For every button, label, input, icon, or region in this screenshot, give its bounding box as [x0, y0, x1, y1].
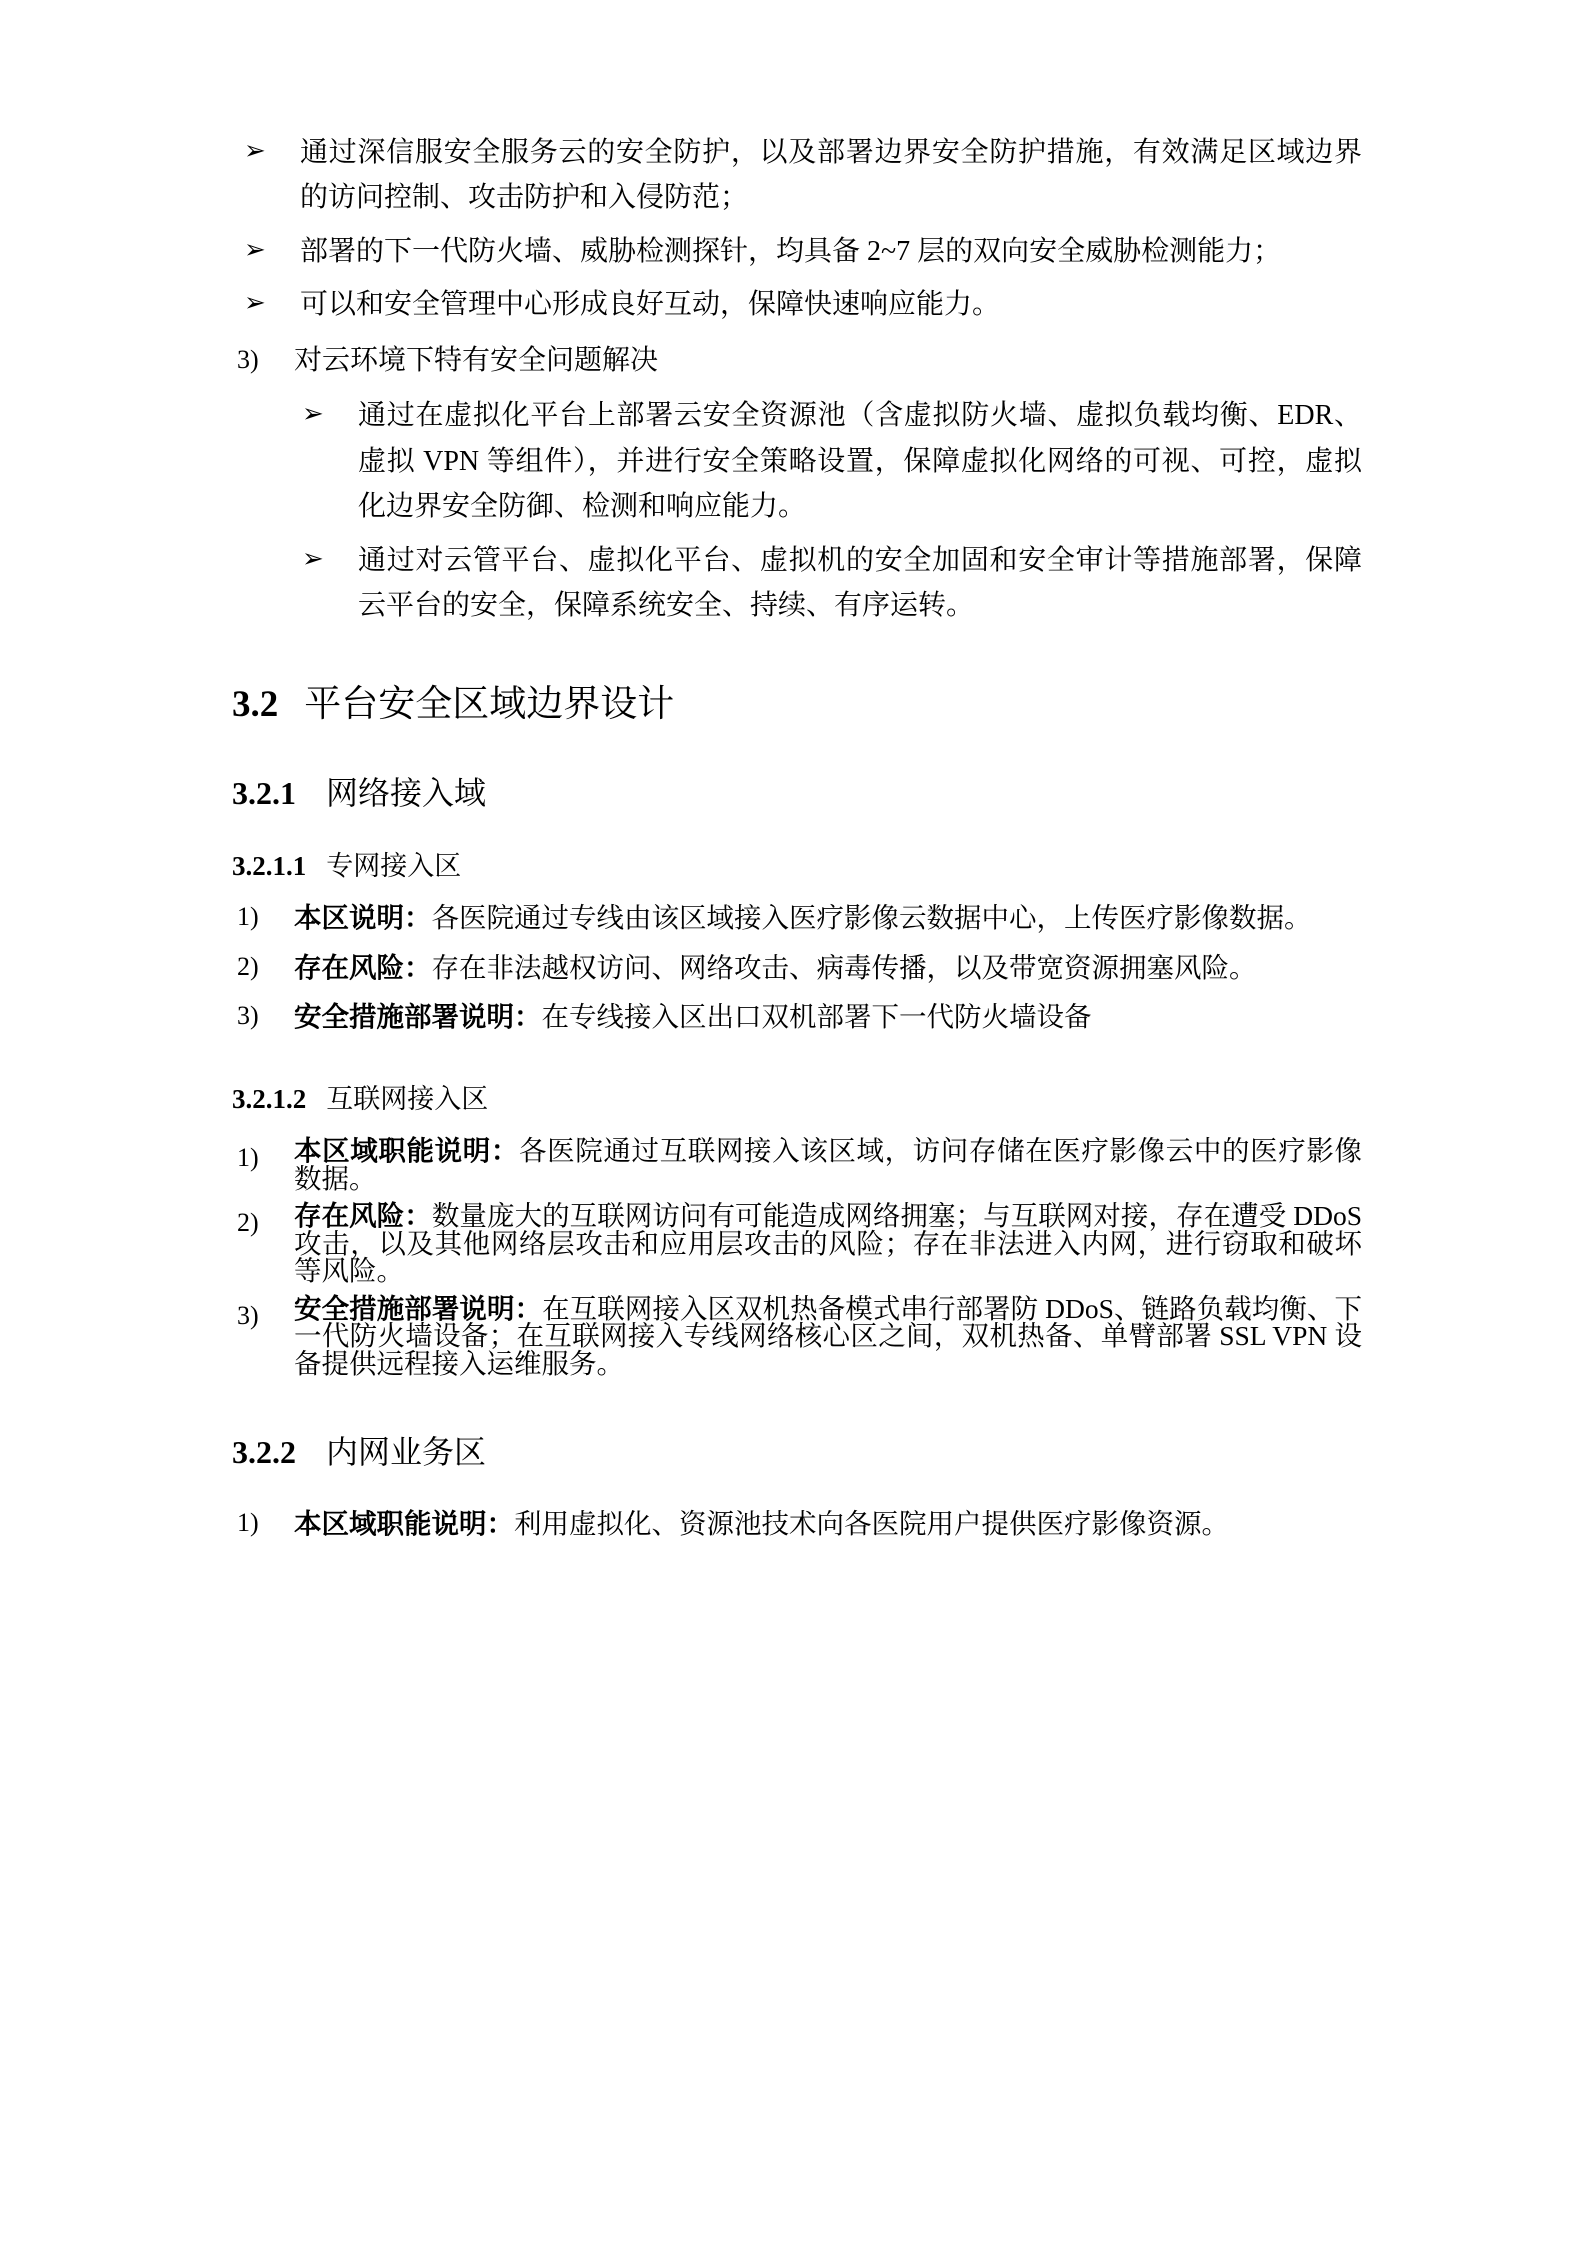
heading-title: 平台安全区域边界设计 [304, 684, 675, 726]
nested-bullet-group [232, 393, 1362, 628]
list-item-lead: 本区域职能说明： [294, 1507, 514, 1539]
list-item-text [294, 951, 1362, 983]
arrow-bullet-icon: ➢ [244, 136, 266, 166]
list-item-lead: 本区说明： [294, 902, 432, 934]
heading-title: 互联网接入区 [326, 1083, 489, 1114]
list-item-body: 各医院通过专线由该区域接入医疗影像云数据中心，上传医疗影像数据。 [431, 902, 1312, 934]
heading-title: 网络接入域 [326, 774, 487, 811]
list-marker: 1) [237, 1143, 259, 1173]
list-marker: 3) [237, 1001, 259, 1031]
list-item-text [294, 1137, 1362, 1192]
ordered-list-item [232, 1292, 1362, 1379]
list-item-body: 各医院通过互联网接入该区域，访问存储在医疗影像云中的医疗影像数据。 [294, 1135, 1363, 1194]
bullet-item [232, 130, 1362, 221]
list-item-body: 存在非法越权访问、网络攻击、病毒传播，以及带宽资源拥塞风险。 [431, 951, 1257, 983]
heading-3-2-2 [232, 1433, 1362, 1471]
list-marker: 2) [237, 1208, 259, 1238]
bullet-text: 部署的下一代防火墙、威胁检测探针，均具备 2~7 层的双向安全威胁检测能力； [300, 235, 1282, 267]
heading-3-2-1-1 [232, 850, 1362, 882]
ordered-list-item [232, 1137, 1362, 1192]
list-item-body: 在专线接入区出口双机部署下一代防火墙设备 [541, 1001, 1092, 1033]
arrow-bullet-icon: ➢ [244, 288, 266, 319]
list-marker: 3) [237, 345, 259, 375]
heading-number: 3.2.1.2 [232, 1083, 307, 1114]
arrow-bullet-icon: ➢ [244, 234, 266, 265]
bullet-text: 通过在虚拟化平台上部署云安全资源池（含虚拟防火墙、虚拟负载均衡、EDR、虚拟 VPN 等组件），并进行安全策略设置，保障虚拟化网络的可视、可控，虚拟化边界安全防御、检测和响应能力。 [358, 400, 1362, 523]
list-marker: 1) [237, 902, 259, 932]
heading-number: 3.2 [232, 684, 279, 726]
list-marker: 3) [237, 1300, 259, 1330]
bullet-item [232, 229, 1362, 274]
list-item-lead: 存在风险： [294, 951, 432, 983]
heading-title: 专网接入区 [326, 851, 462, 882]
list-marker: 1) [237, 1507, 259, 1537]
list-item-text [294, 1202, 1362, 1285]
ordered-list-item [232, 1507, 1362, 1539]
ordered-list-item [232, 1202, 1362, 1285]
arrow-bullet-icon: ➢ [302, 399, 324, 430]
ordered-list-item [232, 904, 1362, 932]
heading-3-2 [232, 682, 1362, 727]
ordered-list-item [232, 951, 1362, 983]
heading-number: 3.2.1 [232, 774, 296, 811]
list-item-text [294, 1292, 1362, 1379]
heading-3-2-1 [232, 774, 1362, 812]
list-item-body: 利用虚拟化、资源池技术向各医院用户提供医疗影像资源。 [514, 1507, 1229, 1539]
heading-number: 3.2.1.1 [232, 851, 307, 882]
bullet-item [290, 538, 1362, 629]
list-item-lead: 存在风险： [294, 1200, 432, 1232]
bullet-text: 通过对云管平台、虚拟化平台、虚拟机的安全加固和安全审计等措施部署，保障云平台的安全，保障系统安全、持续、有序运转。 [358, 544, 1362, 621]
list-item-text [294, 904, 1362, 932]
list-item-text [294, 1003, 1362, 1031]
page-content [232, 130, 1362, 1543]
list-marker: 2) [237, 951, 259, 981]
heading-title: 内网业务区 [326, 1434, 487, 1471]
heading-3-2-1-2 [232, 1083, 1362, 1115]
list-item-text: 对云环境下特有安全问题解决 [294, 345, 659, 377]
ordered-list-item [232, 347, 1362, 375]
list-item-lead: 本区域职能说明： [294, 1135, 519, 1167]
list-item-lead: 安全措施部署说明： [294, 1292, 543, 1324]
list-item-lead: 安全措施部署说明： [294, 1001, 542, 1033]
list-item-text [294, 1507, 1362, 1539]
list-item-body: 在互联网接入区双机热备模式串行部署防 DDoS、链路负载均衡、下一代防火墙设备；在互联网接入专线网络核心区之间，双机热备、单臂部署 SSL VPN 设备提供远程接入运维服务。 [294, 1292, 1362, 1379]
bullet-text: 可以和安全管理中心形成良好互动，保障快速响应能力。 [300, 289, 1001, 321]
bullet-item [290, 393, 1362, 529]
list-item-body: 数量庞大的互联网访问有可能造成网络拥塞；与互联网对接，存在遭受 DDoS 攻击，以及其他网络层攻击和应用层攻击的风险；存在非法进入内网，进行窃取和破坏等风险。 [294, 1200, 1363, 1287]
bullet-item [232, 282, 1362, 327]
heading-number: 3.2.2 [232, 1434, 296, 1471]
ordered-list-item [232, 1003, 1362, 1031]
bullet-text: 通过深信服安全服务云的安全防护，以及部署边界安全防护措施，有效满足区域边界的访问控制、攻击防护和入侵防范； [300, 137, 1362, 214]
arrow-bullet-icon: ➢ [302, 543, 324, 574]
